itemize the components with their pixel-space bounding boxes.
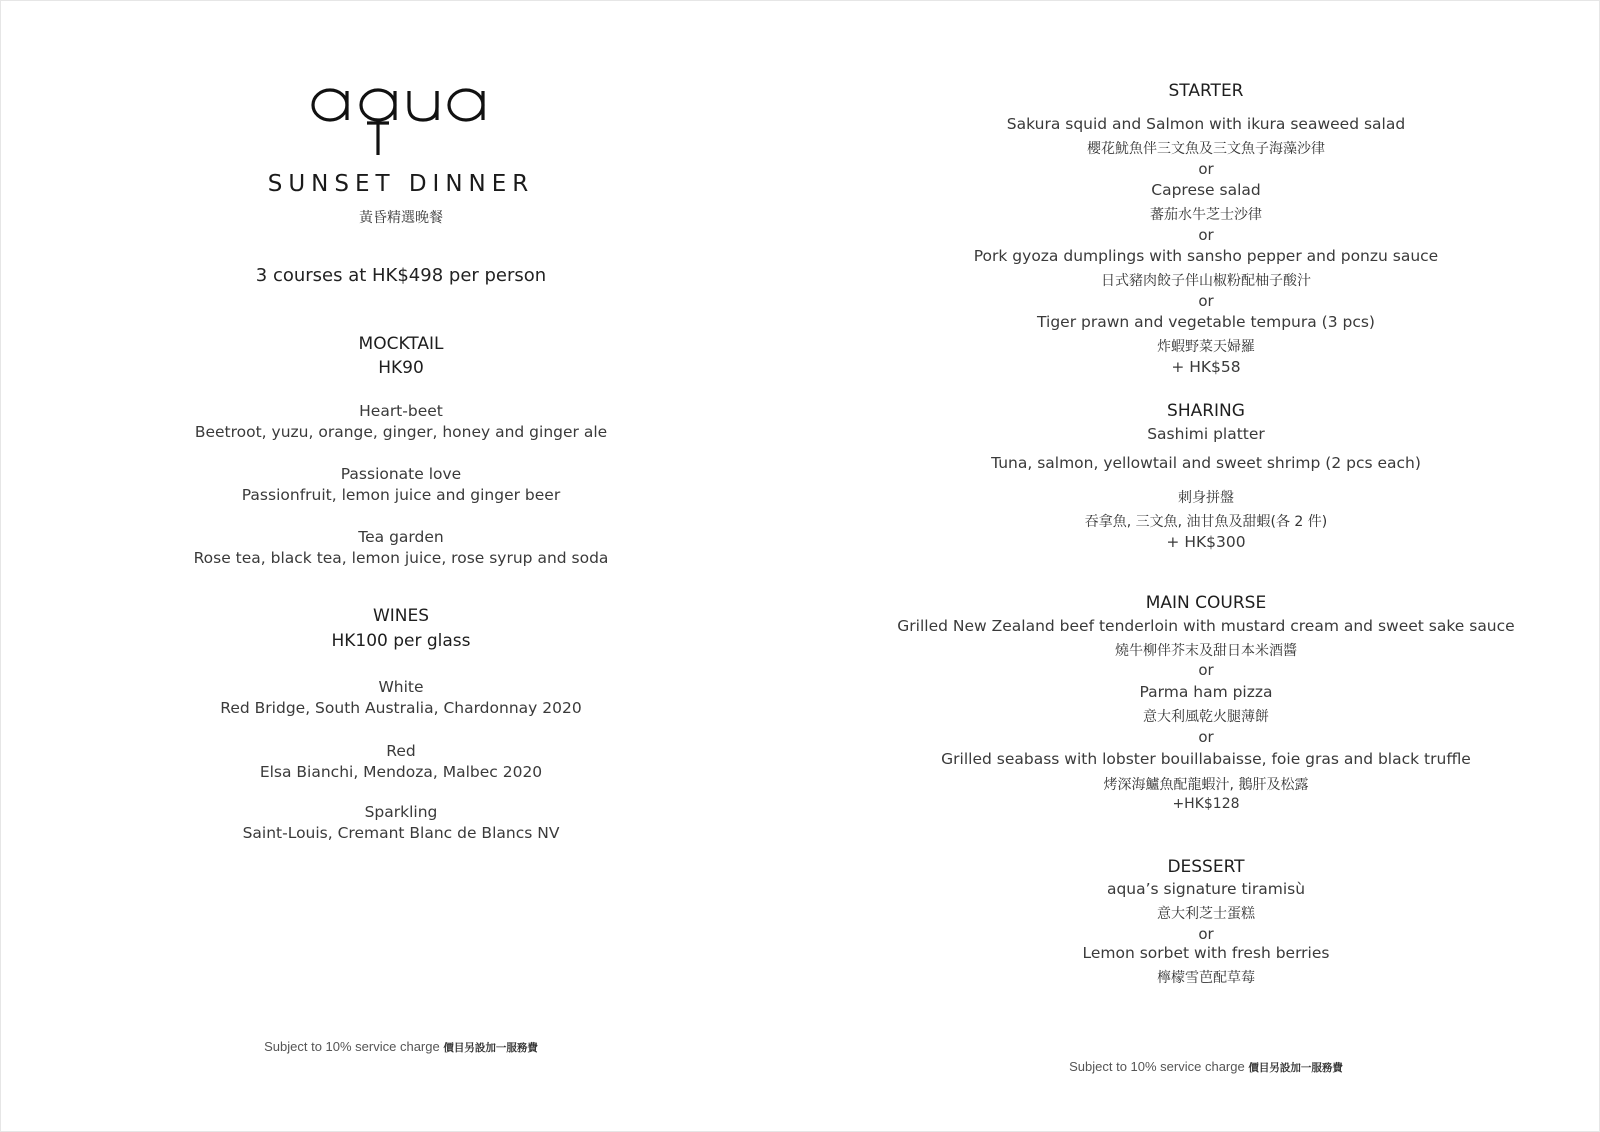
starter-item-zh: 蕃茄水牛芝士沙律: [1150, 207, 1262, 223]
service-charge-note: [836, 1059, 1576, 1075]
wine-item-desc: Elsa Bianchi, Mendoza, Malbec 2020: [259, 763, 543, 781]
sharing-item-zh-desc: 吞拿魚, 三文魚, 油甘魚及甜蝦(各 2 件): [1084, 514, 1328, 530]
starter-item-name: Sakura squid and Salmon with ikura seaweed salad: [1006, 115, 1406, 133]
main-item-name: Parma ham pizza: [1139, 683, 1273, 701]
main-item-name: Grilled seabass with lobster bouillabaisse, foie gras and black truffle: [941, 750, 1471, 768]
starter-item-name: Tiger prawn and vegetable tempura (3 pcs): [1037, 313, 1375, 331]
mocktail-item-desc: Passionfruit, lemon juice and ginger beer: [241, 486, 561, 504]
main-item-zh: 烤深海鱸魚配龍蝦汁, 鵝肝及松露: [1103, 777, 1309, 793]
dessert-heading: DESSERT: [1167, 857, 1245, 877]
service-charge-text: Subject to 10% service charge: [264, 1039, 440, 1054]
sharing-item-desc: Tuna, salmon, yellowtail and sweet shrimp (2 pcs each): [991, 454, 1421, 472]
menu-title: SUNSET DINNER: [267, 171, 535, 197]
starter-item-zh: 炸蝦野菜天婦羅: [1157, 339, 1255, 355]
wine-item-name: Sparkling: [364, 803, 438, 821]
or-separator: or: [1198, 728, 1214, 746]
wines-price: HK100 per glass: [331, 631, 471, 651]
service-charge-note: [101, 1039, 701, 1055]
wine-item-name: Red: [386, 742, 416, 760]
mocktail-heading: MOCKTAIL: [358, 334, 444, 354]
service-charge-text: Subject to 10% service charge: [1069, 1059, 1245, 1074]
set-price: 3 courses at HK$498 per person: [255, 265, 547, 286]
or-separator: or: [1198, 160, 1214, 178]
mocktail-item-desc: Rose tea, black tea, lemon juice, rose syrup and soda: [193, 549, 609, 567]
or-separator: or: [1198, 226, 1214, 244]
wine-item-desc: Red Bridge, South Australia, Chardonnay 2020: [220, 699, 582, 717]
service-charge-text-zh: 價目另設加一服務費: [443, 1042, 538, 1054]
mocktail-item-desc: Beetroot, yuzu, orange, ginger, honey and ginger ale: [194, 423, 608, 441]
or-separator: or: [1198, 292, 1214, 310]
main-item-zh: 燒牛柳伴芥末及甜日本米酒醬: [1115, 643, 1297, 659]
sharing-surcharge: + HK$300: [1166, 533, 1246, 551]
main-surcharge: +HK$128: [1172, 796, 1240, 812]
starter-item-zh: 日式豬肉餃子伴山椒粉配柚子酸汁: [1101, 273, 1311, 289]
dessert-item-name: aqua’s signature tiramisù: [1106, 880, 1306, 898]
mocktail-item-name: Passionate love: [340, 465, 462, 483]
wine-item-desc: Saint-Louis, Cremant Blanc de Blancs NV: [242, 824, 560, 842]
sharing-item-zh: 刺身拼盤: [1178, 490, 1234, 506]
or-separator: or: [1198, 661, 1214, 679]
mocktail-price: HK90: [378, 358, 424, 378]
aqua-logo-mark: [306, 79, 496, 161]
dessert-item-zh: 意大利芝士蛋糕: [1157, 906, 1255, 922]
main-item-zh: 意大利風乾火腿薄餅: [1143, 709, 1269, 725]
mocktail-item-name: Tea garden: [358, 528, 444, 546]
wine-item-name: White: [378, 678, 424, 696]
main-item-name: Grilled New Zealand beef tenderloin with mustard cream and sweet sake sauce: [897, 617, 1515, 635]
sharing-item-name: Sashimi platter: [1147, 425, 1265, 443]
starter-item-name: Pork gyoza dumplings with sansho pepper and ponzu sauce: [973, 247, 1439, 265]
starter-item-name: Caprese salad: [1151, 181, 1261, 199]
dessert-item-zh: 檸檬雪芭配草莓: [1157, 970, 1255, 986]
starter-heading: STARTER: [1168, 81, 1244, 101]
sharing-heading: SHARING: [1167, 401, 1245, 421]
dessert-item-name: Lemon sorbet with fresh berries: [1082, 944, 1330, 962]
menu-title-zh: 黃昏精選晚餐: [359, 210, 443, 226]
starter-item-zh: 櫻花魷魚伴三文魚及三文魚子海藻沙律: [1087, 141, 1325, 157]
wines-heading: WINES: [372, 606, 430, 626]
aqua-logo: [101, 79, 701, 161]
or-separator: or: [1198, 925, 1214, 943]
starter-surcharge: + HK$58: [1171, 358, 1241, 376]
service-charge-text-zh: 價目另設加一服務費: [1248, 1062, 1343, 1074]
mocktail-item-name: Heart-beet: [359, 402, 443, 420]
main-course-heading: MAIN COURSE: [1145, 593, 1267, 613]
